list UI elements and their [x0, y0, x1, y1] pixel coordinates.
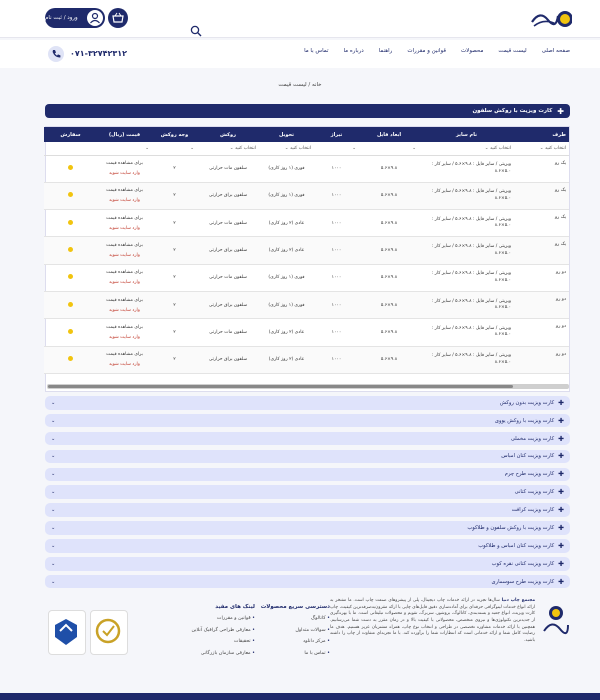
cell-cover: سلفون براق حرارتی	[197, 237, 259, 264]
accordion-item[interactable]	[45, 468, 570, 482]
useful-link-rules[interactable]: • قوانین و مقررات	[175, 616, 255, 621]
cell-face: ۲	[152, 155, 197, 182]
cell-side: یک رو	[514, 210, 569, 237]
accordion-label: کارت ویزیت کتانی نقره کوب	[491, 560, 555, 567]
plus-icon: ✚	[558, 559, 564, 568]
nav-item-guide[interactable]: راهنما	[378, 48, 393, 54]
cell-delivery: فوری (۱ روز کاری)	[259, 182, 314, 209]
col-price[interactable]: قیمت (ریال)	[97, 127, 152, 142]
nav-item-price-list[interactable]: لیست قیمت	[498, 48, 527, 54]
cell-cover: سلفون مات حرارتی	[197, 319, 259, 346]
filter-select-face[interactable]: ⌄	[152, 142, 197, 155]
price-login-link[interactable]: وارد سایت شوید	[109, 198, 140, 204]
price-login-link[interactable]: وارد سایت شوید	[109, 253, 140, 259]
brand-logo[interactable]	[530, 6, 572, 32]
price-login-hint: برای مشاهده قیمت	[106, 270, 143, 276]
cell-order	[44, 346, 97, 373]
col-qty[interactable]: تیراژ	[314, 127, 359, 142]
table-header-row	[44, 127, 569, 142]
quick-link-catalog[interactable]: • کاتالوگ	[260, 616, 330, 621]
quick-link-contact[interactable]: • تماس با ما	[260, 651, 330, 656]
plus-icon: ✚	[558, 398, 564, 407]
quick-link-faq[interactable]: • سوالات متداول	[260, 628, 330, 633]
order-cart-icon[interactable]	[68, 302, 73, 307]
cell-delivery: عادی (۲ روز کاری)	[259, 237, 314, 264]
useful-links	[175, 604, 255, 662]
cell-order	[44, 264, 97, 291]
cell-delivery: فوری (۱ روز کاری)	[259, 155, 314, 182]
filter-select-qty[interactable]: ⌄	[314, 142, 359, 155]
cell-price	[97, 319, 152, 346]
cell-qty: ۱۰۰۰	[314, 291, 359, 318]
useful-links-title: لینک های مفید	[215, 604, 255, 610]
filter-select-side[interactable]: انتخاب کنید ⌄	[514, 142, 569, 155]
plus-icon: ✚	[558, 434, 564, 443]
cell-face: ۲	[152, 237, 197, 264]
cell-cover: سلفون براق حرارتی	[197, 182, 259, 209]
cell-delivery: فوری (۱ روز کاری)	[259, 264, 314, 291]
chevron-down-icon: ⌄	[51, 507, 56, 514]
cell-order	[44, 291, 97, 318]
order-cart-icon[interactable]	[68, 329, 73, 334]
cell-dims: ۹.۸×۵.۶	[359, 291, 419, 318]
filter-select-cover[interactable]: انتخاب کنید ⌄	[197, 142, 259, 155]
about-title: مجتمع چاپ دنیا	[501, 598, 535, 603]
phone-number[interactable]: ۰۷۱-۳۲۷۴۲۳۱۲	[70, 49, 128, 58]
price-login-link[interactable]: وارد سایت شوید	[109, 171, 140, 177]
accordion-label: کارت ویزیت با روکش سلفون و طلاکوب	[467, 524, 555, 531]
accordion-label: کارت ویزیت مخملی	[510, 435, 555, 442]
filter-select-dims[interactable]: ⌄	[359, 142, 419, 155]
scrollbar-thumb[interactable]	[48, 385, 513, 388]
cell-qty: ۱۰۰۰	[314, 319, 359, 346]
site-header	[0, 0, 600, 38]
price-login-hint: برای مشاهده قیمت	[106, 188, 143, 194]
cart-button[interactable]	[108, 8, 128, 28]
useful-link-research[interactable]: • تحقیقات	[175, 639, 255, 644]
table-row	[44, 237, 569, 264]
plus-icon: ✚	[558, 452, 564, 461]
nav-item-home[interactable]: صفحه اصلی	[541, 48, 570, 54]
cell-face: ۲	[152, 182, 197, 209]
plus-icon: ✚	[558, 541, 564, 550]
enamad-badge-icon[interactable]	[48, 610, 86, 655]
price-login-hint: برای مشاهده قیمت	[106, 352, 143, 358]
order-cart-icon[interactable]	[68, 247, 73, 252]
cell-dims: ۹.۸×۵.۶	[359, 210, 419, 237]
accordion-label: کارت ویزیت کتان امباس	[501, 453, 555, 460]
col-side[interactable]: طرف	[514, 127, 569, 142]
cell-dims: ۹.۸×۵.۶	[359, 237, 419, 264]
user-icon	[87, 10, 103, 26]
price-login-link[interactable]: وارد سایت شوید	[109, 307, 140, 313]
cell-delivery: فوری (۱ روز کاری)	[259, 291, 314, 318]
accordion-item[interactable]	[45, 557, 570, 571]
cell-side: دو رو	[514, 346, 569, 373]
price-login-link[interactable]: وارد سایت شوید	[109, 280, 140, 286]
cell-name: ویزیتی / سایز فایل : ۹.۸×۵.۶ / سایز کار : ۵.۰×۸.۶	[419, 237, 514, 264]
trust-badge-icon[interactable]	[90, 610, 128, 655]
quick-link-download[interactable]: • مرکز دانلود	[260, 639, 330, 644]
nav-item-about[interactable]: درباره ما	[343, 48, 364, 54]
order-cart-icon[interactable]	[68, 192, 73, 197]
col-dims[interactable]: ابعاد فایل	[359, 127, 419, 142]
cell-cover: سلفون مات حرارتی	[197, 155, 259, 182]
accordion-label: کارت ویزیت با روکش یووی	[494, 417, 555, 424]
cell-delivery: عادی (۲ روز کاری)	[259, 319, 314, 346]
table-row	[44, 210, 569, 237]
cell-dims: ۹.۸×۵.۶	[359, 182, 419, 209]
accordion-item[interactable]	[45, 521, 570, 535]
table-row	[44, 319, 569, 346]
cell-side: دو رو	[514, 319, 569, 346]
breadcrumb-current: لیست قیمت	[278, 82, 307, 88]
breadcrumb	[0, 82, 600, 88]
cell-name: ویزیتی / سایز فایل : ۹.۸×۵.۶ / سایز کار : ۵.۰×۸.۶	[419, 319, 514, 346]
cell-order	[44, 210, 97, 237]
search-icon[interactable]	[190, 22, 202, 34]
main-nav	[0, 40, 600, 68]
quick-access-links	[260, 604, 330, 662]
order-cart-icon[interactable]	[68, 220, 73, 225]
footer-logo	[542, 605, 570, 641]
cell-name: ویزیتی / سایز فایل : ۹.۸×۵.۶ / سایز کار : ۵.۰×۸.۶	[419, 346, 514, 373]
cell-price	[97, 155, 152, 182]
filter-select-order[interactable]	[44, 142, 97, 155]
col-size[interactable]: نام سایز	[419, 127, 514, 142]
cell-dims: ۹.۸×۵.۶	[359, 264, 419, 291]
plus-icon: ✚	[558, 506, 564, 515]
quick-access-title: دسترسی سریع محصولات	[260, 604, 330, 610]
nav-menu	[304, 48, 570, 54]
price-login-link[interactable]: وارد سایت شوید	[109, 334, 140, 340]
accordion-item[interactable]	[45, 503, 570, 517]
filter-select-size[interactable]: انتخاب کنید ⌄	[419, 142, 514, 155]
col-face[interactable]: وجه روکش	[152, 127, 197, 142]
section-title: کارت ویزیت با روکش سلفون	[472, 108, 553, 114]
cell-delivery: عادی (۲ روز کاری)	[259, 210, 314, 237]
table-row	[44, 291, 569, 318]
accordion-label: کارت ویزیت طرح سوسماری	[491, 578, 555, 585]
site-footer	[0, 590, 600, 700]
cell-name: ویزیتی / سایز فایل : ۹.۸×۵.۶ / سایز کار : ۵.۰×۸.۶	[419, 182, 514, 209]
chevron-down-icon: ⌄	[51, 542, 56, 549]
cell-name: ویزیتی / سایز فایل : ۹.۸×۵.۶ / سایز کار : ۵.۰×۸.۶	[419, 210, 514, 237]
col-delivery[interactable]: تحویل	[259, 127, 314, 142]
cell-dims: ۹.۸×۵.۶	[359, 346, 419, 373]
cell-cover: سلفون مات حرارتی	[197, 210, 259, 237]
accordion-item[interactable]	[45, 485, 570, 499]
cell-side: دو رو	[514, 264, 569, 291]
cell-side: یک رو	[514, 182, 569, 209]
cell-name: ویزیتی / سایز فایل : ۹.۸×۵.۶ / سایز کار : ۵.۰×۸.۶	[419, 291, 514, 318]
price-table-container	[45, 126, 570, 392]
bottom-bar	[0, 693, 600, 700]
nav-item-products[interactable]: محصولات	[461, 48, 484, 54]
accordion-item[interactable]	[45, 450, 570, 464]
plus-icon: ✚	[558, 416, 564, 425]
accordion-label: کارت ویزیت کرافت	[511, 507, 555, 514]
cell-price	[97, 237, 152, 264]
chevron-down-icon: ⌄	[51, 578, 56, 585]
cell-name: ویزیتی / سایز فایل : ۹.۸×۵.۶ / سایز کار : ۵.۰×۸.۶	[419, 264, 514, 291]
accordion-item[interactable]	[45, 575, 570, 589]
filter-select-price[interactable]: ⌄	[97, 142, 152, 155]
useful-link-design[interactable]: • معارفی طراحی گرافیک آنلاین	[175, 628, 255, 633]
cell-cover: سلفون مات حرارتی	[197, 264, 259, 291]
cell-order	[44, 182, 97, 209]
nav-item-rules[interactable]: قوانین و مقررات	[407, 48, 446, 54]
chevron-down-icon: ⌄	[51, 435, 56, 442]
order-cart-icon[interactable]	[68, 165, 73, 170]
chevron-down-icon: ⌄	[51, 560, 56, 567]
cell-face: ۲	[152, 346, 197, 373]
breadcrumb-separator: /	[308, 82, 311, 88]
cell-price	[97, 210, 152, 237]
filter-row	[44, 142, 569, 155]
cell-name: ویزیتی / سایز فایل : ۹.۸×۵.۶ / سایز کار : ۵.۰×۸.۶	[419, 155, 514, 182]
cell-qty: ۱۰۰۰	[314, 210, 359, 237]
chevron-down-icon: ⌄	[51, 471, 56, 478]
accordion-item[interactable]	[45, 396, 570, 410]
cell-price	[97, 182, 152, 209]
login-label: ورود / ثبت نام	[45, 15, 78, 21]
accordion-item[interactable]	[45, 539, 570, 553]
cell-qty: ۱۰۰۰	[314, 346, 359, 373]
cell-cover: سلفون براق حرارتی	[197, 291, 259, 318]
breadcrumb-home[interactable]: خانه	[312, 82, 322, 88]
filter-select-delivery[interactable]: انتخاب کنید ⌄	[259, 142, 314, 155]
cell-cover: سلفون براق حرارتی	[197, 346, 259, 373]
section-header[interactable]	[45, 104, 570, 118]
cell-side: دو رو	[514, 291, 569, 318]
category-accordion	[45, 396, 570, 593]
footer-about	[330, 598, 535, 645]
accordion-label: کارت ویزیت طرح چرم	[504, 471, 555, 478]
plus-icon: ✚	[558, 470, 564, 479]
cell-dims: ۹.۸×۵.۶	[359, 155, 419, 182]
useful-link-commerce[interactable]: • معارفی سازمان بازرگانی	[175, 651, 255, 656]
price-login-hint: برای مشاهده قیمت	[106, 215, 143, 221]
price-login-link[interactable]: وارد سایت شوید	[109, 362, 140, 368]
cell-face: ۲	[152, 319, 197, 346]
plus-icon: ✚	[558, 488, 564, 497]
basket-icon	[108, 8, 128, 28]
plus-icon: ✚	[558, 523, 564, 532]
cell-side: یک رو	[514, 237, 569, 264]
nav-item-contact[interactable]: تماس با ما	[304, 48, 329, 54]
cell-qty: ۱۰۰۰	[314, 264, 359, 291]
chevron-down-icon: ⌄	[51, 417, 56, 424]
price-login-hint: برای مشاهده قیمت	[106, 243, 143, 249]
cell-order	[44, 155, 97, 182]
cell-face: ۲	[152, 210, 197, 237]
cell-price	[97, 291, 152, 318]
cell-side: یک رو	[514, 155, 569, 182]
cell-dims: ۹.۸×۵.۶	[359, 319, 419, 346]
cell-price	[97, 264, 152, 291]
price-login-hint: برای مشاهده قیمت	[106, 161, 143, 167]
col-cover[interactable]: روکش	[197, 127, 259, 142]
cell-order	[44, 237, 97, 264]
cell-qty: ۱۰۰۰	[314, 155, 359, 182]
order-cart-icon[interactable]	[68, 274, 73, 279]
accordion-item[interactable]	[45, 432, 570, 446]
cell-price	[97, 346, 152, 373]
accordion-item[interactable]	[45, 414, 570, 428]
price-table	[44, 127, 569, 374]
price-login-link[interactable]: وارد سایت شوید	[109, 225, 140, 231]
cell-face: ۲	[152, 264, 197, 291]
table-row	[44, 182, 569, 209]
price-login-hint: برای مشاهده قیمت	[106, 297, 143, 303]
plus-icon: ✚	[557, 106, 564, 116]
cell-face: ۲	[152, 291, 197, 318]
table-row	[44, 346, 569, 373]
order-cart-icon[interactable]	[68, 356, 73, 361]
accordion-label: کارت ویزیت بدون روکش	[499, 399, 555, 406]
chevron-down-icon: ⌄	[51, 489, 56, 496]
phone-icon	[48, 46, 64, 62]
table-row	[44, 264, 569, 291]
chevron-down-icon: ⌄	[51, 524, 56, 531]
table-row	[44, 155, 569, 182]
login-button[interactable]	[45, 8, 105, 28]
cell-order	[44, 319, 97, 346]
cell-qty: ۱۰۰۰	[314, 182, 359, 209]
about-text: سال‌ها تجربه در ارائه خدمات چاپ دیجیتال، پلی از پیشروهای صنعت چاپ است. ما مفتخر به ارائه انواع خدمات لیتوگرافی حرفه‌ای برای آماده‌سازی دقیق فایل‌های چاپی با ارائه مقرون‌به‌صرفه‌ترین کیفیت، چاپ کارت ویزیت، انواع جعبه و بسته‌بندی، کاتالوگ، بروشور، سربرگ، تقویم و محصولات تبلیغاتی است. ما با بهره‌گیری از جدیدترین تکنولوژی‌ها و نیروی متخصص، محصولاتی با کیفیت بالا و در زمان مقرر به دست شما می‌رسانیم. همچنین با ارائه خدمات مشاوره تخصصی در طراحی و انتخاب نوع چاپ، همراه مشتریان عزیز هستیم. هدف ما رضایت کامل شما و ارائه خدماتی است که انتظارات شما را برآورده کند. با ما تجربه‌ای متفاوت از چاپ را داشته باشید.	[330, 598, 535, 643]
cell-qty: ۱۰۰۰	[314, 237, 359, 264]
accordion-label: کارت ویزیت کتانی	[514, 489, 555, 496]
accordion-label: کارت ویزیت کتان امباس و طلاکوب	[478, 542, 555, 549]
col-order[interactable]: سفارش	[44, 127, 97, 142]
price-login-hint: برای مشاهده قیمت	[106, 324, 143, 330]
plus-icon: ✚	[558, 577, 564, 586]
chevron-down-icon: ⌄	[51, 399, 56, 406]
cell-delivery: عادی (۲ روز کاری)	[259, 346, 314, 373]
chevron-down-icon: ⌄	[51, 453, 56, 460]
